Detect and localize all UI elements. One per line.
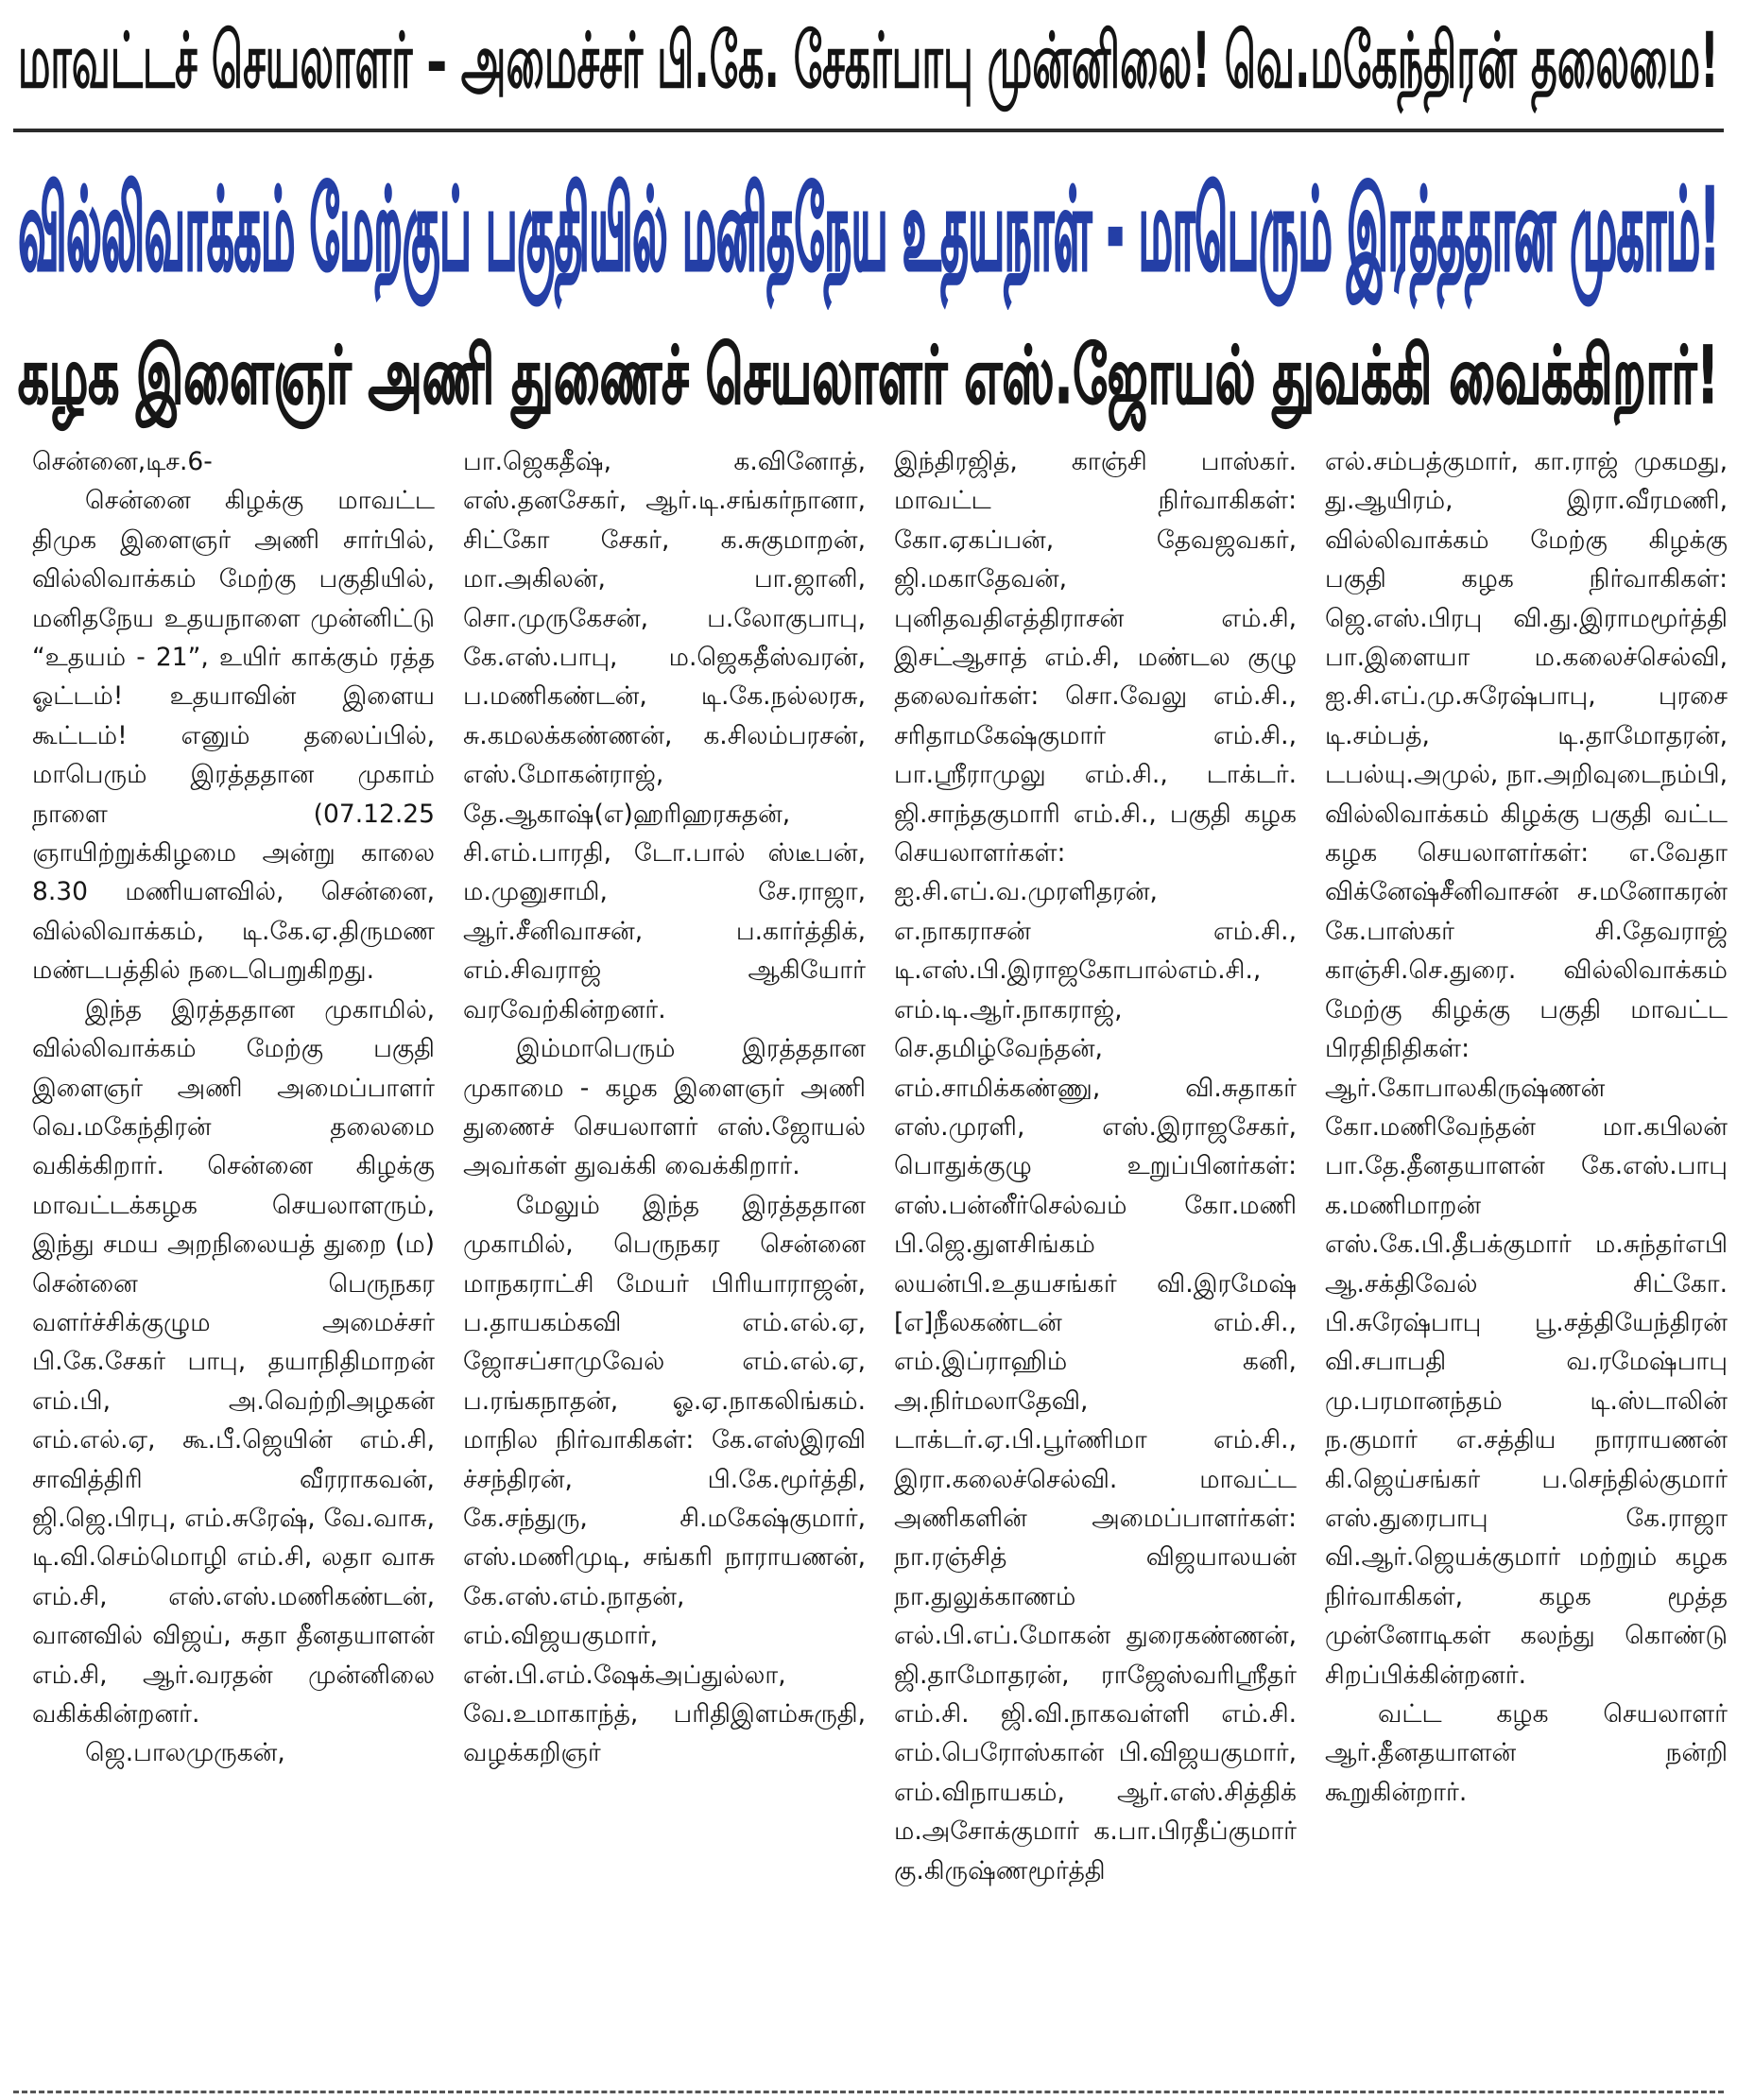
article-paragraph: வட்ட கழக செயலாளர் ஆர்.தீனதயாளன் நன்றி கூறுகின்றார். <box>1325 1699 1728 1807</box>
sub-headline-text: கழக இளைஞர் அணி துணைச் செயலாளர் எஸ்.ஜோயல் துவக்கி வைக்கிறார்! <box>18 328 1719 422</box>
top-divider <box>13 129 1724 132</box>
article-column-2 <box>463 442 866 2087</box>
article-body <box>32 442 1729 2087</box>
article-paragraph: சென்னை கிழக்கு மாவட்ட திமுக இளைஞர் அணி சார்பில், வில்லிவாக்கம் மேற்கு பகுதியில், மனிதநேய உதயநாளை முன்னிட்டு “உதயம் - 21”, உயிர் காக்கும் ரத்த ஓட்டம்! உதயாவின் இளைய கூட்டம்! எனும் தலைப்பில், மாபெரும் இரத்ததான முகாம் நாளை (07.12.25 ஞாயிற்றுக்கிழமை அன்று காலை 8.30 மணியளவில், சென்னை, வில்லிவாக்கம், டி.கே.ஏ.திருமண மண்டபத்தில் நடைபெறுகிறது. <box>32 486 435 986</box>
dateline: சென்னை,டிச.6- <box>32 447 213 476</box>
main-headline-text: வில்லிவாக்கம் மேற்குப் பகுதியில் மனிதநேய உதயநாள் - மாபெரும் இரத்ததான முகாம்! <box>18 164 1719 296</box>
article-paragraph: மேலும் இந்த இரத்ததான முகாமில், பெருநகர சென்னை மாநகராட்சி மேயர் பிரியாராஜன், ப.தாயகம்கவி எம்.எல்.ஏ, ஜோசப்சாமுவேல் எம்.எல்.ஏ, ப.ரங்கநாதன், ஓ.ஏ.நாகலிங்கம். மாநில நிர்வாகிகள்: கே.எஸ்இரவி ச்சந்திரன், பி.கே.மூர்த்தி, கே.சந்துரு, சி.மகேஷ்குமார், எஸ்.மணிமுடி, சங்கரி நாராயணன், கே.எஸ்.எம்.நாதன், எம்.விஜயகுமார், என்.பி.எம்.ஷேக்அப்துல்லா, வே.உமாகாந்த், பரிதிஇளம்சுருதி, வழக்கறிஞர் <box>463 1190 866 1768</box>
main-headline <box>0 140 1737 319</box>
article-column-1 <box>32 442 435 2087</box>
article-paragraph: ஜெ.பாலமுருகன், <box>85 1738 285 1768</box>
article-paragraph: இந்திரஜித், காஞ்சி பாஸ்கர். மாவட்ட நிர்வாகிகள்: கோ.ஏகப்பன், தேவஜவகர், ஜி.மகாதேவன், புனிதவதிஎத்திராசன் எம்.சி, இசட்ஆசாத் எம்.சி, மண்டல குழு தலைவர்கள்: சொ.வேலு எம்.சி., சரிதாமகேஷ்குமார் எம்.சி., பா.ஸ்ரீராமுலு எம்.சி., டாக்டர். ஜி.சாந்தகுமாரி எம்.சி., பகுதி கழக செயலாளர்கள்: ஐ.சி.எப்.வ.முரளிதரன், எ.நாகராசன் எம்.சி., டி.எஸ்.பி.இராஜகோபால்எம்.சி., எம்.டி.ஆர்.நாகராஜ், செ.தமிழ்வேந்தன், எம்.சாமிக்கண்ணு, வி.சுதாகர் எஸ்.முரளி, எஸ்.இராஜசேகர், பொதுக்குழு உறுப்பினர்கள்: எஸ்.பன்னீர்செல்வம் கோ.மணி பி.ஜெ.துளசிங்கம் லயன்பி.உதயசங்கர் வி.இரமேஷ் [எ]நீலகண்டன் எம்.சி., எம்.இப்ராஹிம் கனி, அ.நிர்மலாதேவி, டாக்டர்.ஏ.பி.பூர்ணிமா எம்.சி., இரா.கலைச்செல்வி. மாவட்ட அணிகளின் அமைப்பாளர்கள்: நா.ரஞ்சித் விஜயாலயன் நா.துலுக்காணம் எல்.பி.எப்.மோகன் துரைகண்ணன், ஜி.தாமோதரன், ராஜேஸ்வரிஸ்ரீதர் எம்.சி. ஜி.வி.நாகவள்ளி எம்.சி. எம்.பெரோஸ்கான் பி.விஜயகுமார், எம்.விநாயகம், ஆர்.எஸ்.சித்திக் ம.அசோக்குமார் க.பா.பிரதீப்குமார் கு.கிருஷ்ணமூர்த்தி <box>894 447 1297 1885</box>
sub-headline <box>0 321 1737 430</box>
top-headline <box>0 0 1737 125</box>
article-paragraph: இந்த இரத்ததான முகாமில், வில்லிவாக்கம் மேற்கு பகுதி இளைஞர் அணி அமைப்பாளர் வெ.மகேந்திரன் தலைமை வகிக்கிறார். சென்னை கிழக்கு மாவட்டக்கழக செயலாளரும், இந்து சமய அறநிலையத் துறை (ம) சென்னை பெருநகர வளர்ச்சிக்குழும அமைச்சர் பி.கே.சேகர் பாபு, தயாநிதிமாறன் எம்.பி, அ.வெற்றிஅழகன் எம்.எல்.ஏ, கூ.பீ.ஜெயின் எம்.சி, சாவித்திரி வீரராகவன், ஜி.ஜெ.பிரபு, எம்.சுரேஷ், வே.வாசு, டி.வி.செம்மொழி எம்.சி, லதா வாசு எம்.சி, எஸ்.எஸ்.மணிகண்டன், வானவில் விஜய், சுதா தீனதயாளன் எம்.சி, ஆர்.வரதன் முன்னிலை வகிக்கின்றனர். <box>32 994 435 1729</box>
article-column-3 <box>894 442 1297 2087</box>
bottom-dashed-divider <box>13 2091 1724 2093</box>
article-paragraph: இம்மாபெரும் இரத்ததான முகாமை - கழக இளைஞர் அணி துணைச் செயலாளர் எஸ்.ஜோயல் அவர்கள் துவக்கி வைக்கிறார். <box>463 1034 866 1181</box>
article-paragraph: பா.ஜெகதீஷ், க.வினோத், எஸ்.தனசேகர், ஆர்.டி.சங்கர்நானா, சிட்கோ சேகர், க.சுகுமாறன், மா.அகிலன், பா.ஜானி, சொ.முருகேசன், ப.லோகுபாபு, கே.எஸ்.பாபு, ம.ஜெகதீஸ்வரன், ப.மணிகண்டன், டி.கே.நல்லரசு, சு.கமலக்கண்ணன், க.சிலம்பரசன், எஸ்.மோகன்ராஜ், தே.ஆகாஷ்(எ)ஹரிஹரசுதன், சி.எம்.பாரதி, டோ.பால் ஸ்டீபன், ம.முனுசாமி, சே.ராஜா, ஆர்.சீனிவாசன், ப.கார்த்திக், எம்.சிவராஜ் ஆகியோர் வரவேற்கின்றனர். <box>463 447 866 1024</box>
top-headline-text: மாவட்டச் செயலாளர் – அமைச்சர் பி.கே. சேகர்பாபு முன்னிலை! வெ.மகேந்திரன் தலைமை! <box>18 17 1719 107</box>
article-column-4 <box>1325 442 1728 2087</box>
article-paragraph: எல்.சம்பத்குமார், கா.ராஜ் முகமது, து.ஆயிரம், இரா.வீரமணி, வில்லிவாக்கம் மேற்கு கிழக்கு பகுதி கழக நிர்வாகிகள்: ஜெ.எஸ்.பிரபு வி.து.இராமமூர்த்தி பா.இளையா ம.கலைச்செல்வி, ஐ.சி.எப்.மு.சுரேஷ்பாபு, புரசை டி.சம்பத், டி.தாமோதரன், டபல்யு.அமுல், நா.அறிவுடைநம்பி, வில்லிவாக்கம் கிழக்கு பகுதி வட்ட கழக செயலாளர்கள்: எ.வேதா விக்னேஷ்சீனிவாசன் ச.மனோகரன் கே.பாஸ்கர் சி.தேவராஜ் காஞ்சி.செ.துரை. வில்லிவாக்கம் மேற்கு கிழக்கு பகுதி மாவட்ட பிரதிநிதிகள்: ஆர்.கோபாலகிருஷ்ணன் கோ.மணிவேந்தன் மா.கபிலன் பா.தே.தீனதயாளன் கே.எஸ்.பாபு க.மணிமாறன் எஸ்.கே.பி.தீபக்குமார் ம.சுந்தர்எபி ஆ.சக்திவேல் சிட்கோ. பி.சுரேஷ்பாபு பூ.சத்தியேந்திரன் வி.சபாபதி வ.ரமேஷ்பாபு மு.பரமானந்தம் டி.ஸ்டாலின் ந.குமார் எ.சத்திய நாராயணன் கி.ஜெய்சங்கர் ப.செந்தில்குமார் எஸ்.துரைபாபு கே.ராஜா வி.ஆர்.ஜெயக்குமார் மற்றும் கழக நிர்வாகிகள், கழக மூத்த முன்னோடிகள் கலந்து கொண்டு சிறப்பிக்கின்றனர். <box>1325 447 1728 1690</box>
